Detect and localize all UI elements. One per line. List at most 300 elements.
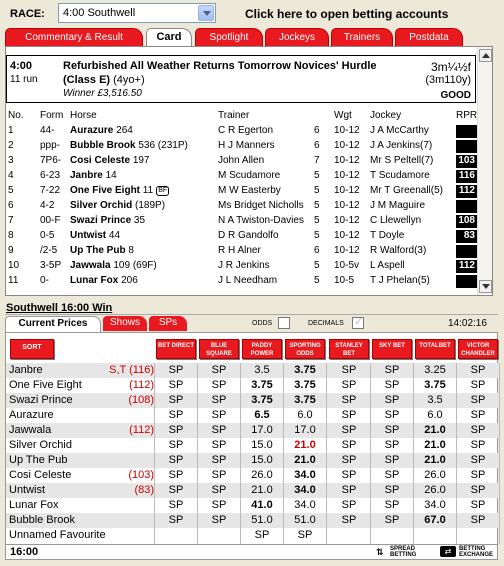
bookmaker-header[interactable]: BET DIRECT — [156, 339, 196, 359]
column-divider — [240, 363, 241, 544]
race-card-panel — [5, 46, 493, 296]
horse-info: 44 — [108, 230, 121, 241]
price-cell[interactable]: 3.5 — [427, 394, 443, 406]
horse-info: 35 — [133, 215, 146, 226]
price-cell[interactable]: 3.75 — [251, 394, 273, 406]
race-prize: Winner £3,516.50 — [63, 88, 142, 99]
runner-jockey: Mr T Greenall(5) — [370, 185, 443, 196]
price-cell[interactable]: SP — [470, 514, 486, 526]
runner-row[interactable] — [6, 229, 476, 244]
price-cell[interactable]: SP — [384, 394, 400, 406]
chevron-down-icon[interactable] — [198, 5, 214, 21]
race-distance: 3m¼½f — [430, 60, 471, 74]
bookmaker-header-row — [6, 339, 499, 359]
bookmaker-header[interactable]: STANLEY BET — [329, 339, 369, 359]
price-cell[interactable]: 34.0 — [424, 499, 446, 511]
price-cell[interactable]: 21.0 — [294, 439, 316, 451]
price-cell[interactable]: 3.5 — [254, 364, 270, 376]
price-cell[interactable]: SP — [211, 439, 227, 451]
price-cell[interactable]: 3.75 — [294, 364, 316, 376]
price-cell[interactable]: SP — [384, 364, 400, 376]
price-horse-name[interactable]: Cosi Celeste — [9, 469, 72, 481]
runner-number: 3 — [8, 155, 14, 166]
runner-age: 6 — [314, 245, 320, 256]
race-distance-yards: (3m110y) — [425, 74, 471, 86]
runner-rpr-empty — [456, 140, 477, 153]
runner-number: 5 — [8, 185, 14, 196]
price-cell[interactable]: 3.75 — [294, 394, 316, 406]
runner-jockey: L Aspell — [370, 260, 405, 271]
runner-number: 10 — [8, 260, 20, 271]
runner-weight: 10-12 — [334, 200, 360, 211]
runner-age: 5 — [314, 260, 320, 271]
tab-sps[interactable]: SPs — [149, 316, 187, 331]
runner-row[interactable] — [6, 274, 476, 289]
betting-accounts-link[interactable]: Click here to open betting accounts — [245, 7, 449, 21]
runner-horse[interactable] — [70, 185, 169, 196]
horse-info: (189P) — [135, 200, 166, 211]
price-cell[interactable]: 51.0 — [294, 514, 316, 526]
runner-form: 3-5P — [40, 260, 62, 271]
horse-name[interactable]: Bubble Brook — [70, 140, 136, 151]
column-divider — [413, 363, 414, 544]
price-cell[interactable]: SP — [341, 409, 357, 421]
price-cell[interactable]: SP — [384, 379, 400, 391]
runner-horse[interactable] — [70, 125, 133, 136]
forecast-rating: (83) — [134, 484, 154, 496]
col-rpr: RPR — [456, 110, 478, 121]
race-bar — [0, 0, 504, 28]
bookmaker-header[interactable]: SPORTING ODDS — [285, 339, 325, 359]
price-cell[interactable]: SP — [168, 484, 184, 496]
runner-horse[interactable] — [70, 275, 138, 286]
price-cell[interactable]: SP — [470, 454, 486, 466]
horse-name[interactable]: Untwist — [70, 230, 107, 241]
price-cell[interactable]: SP — [168, 499, 184, 511]
price-cell[interactable]: SP — [341, 514, 357, 526]
price-cell[interactable]: 21.0 — [424, 424, 446, 436]
price-row[interactable] — [6, 498, 499, 513]
runner-weight: 10-12 — [334, 215, 360, 226]
scroll-down-icon[interactable] — [479, 280, 492, 293]
runner-age: 6 — [314, 140, 320, 151]
price-cell[interactable]: 6.5 — [254, 409, 270, 421]
card-tabs — [5, 28, 495, 46]
runner-form: 0-5 — [40, 230, 55, 241]
runner-age: 5 — [314, 230, 320, 241]
runner-age: 5 — [314, 215, 320, 226]
price-cell[interactable]: SP — [341, 364, 357, 376]
price-horse-name[interactable]: Bubble Brook — [9, 514, 76, 526]
runner-form: /2-5 — [40, 245, 58, 256]
runner-rpr-empty — [456, 200, 477, 213]
horse-name[interactable]: Aurazure — [70, 125, 114, 136]
price-row[interactable] — [6, 483, 499, 498]
runner-trainer: John Allen — [218, 155, 265, 166]
price-cell[interactable]: 3.75 — [251, 379, 273, 391]
price-cell[interactable]: 26.0 — [251, 469, 273, 481]
prices-footer — [6, 544, 497, 559]
runner-form: 6-23 — [40, 170, 61, 181]
runner-number: 2 — [8, 140, 14, 151]
price-cell[interactable]: SP — [254, 529, 270, 541]
runner-jockey: C Llewellyn — [370, 215, 422, 226]
price-cell[interactable]: SP — [384, 454, 400, 466]
price-cell[interactable]: SP — [168, 424, 184, 436]
price-cell[interactable]: SP — [211, 454, 227, 466]
price-cell[interactable]: SP — [470, 484, 486, 496]
price-cell[interactable]: 51.0 — [251, 514, 273, 526]
runner-jockey: T Scudamore — [370, 170, 430, 181]
spread-betting-icon[interactable]: ⇅ — [376, 547, 384, 557]
runner-row[interactable] — [6, 154, 476, 169]
price-cell[interactable]: SP — [341, 379, 357, 391]
price-horse-name[interactable]: Silver Orchid — [9, 439, 72, 451]
bookmaker-header[interactable]: PADDY POWER — [242, 339, 282, 359]
race-title: Refurbished All Weather Returns Tomorrow Novices' Hurdle — [63, 60, 377, 72]
tab-jockeys[interactable]: Jockeys — [265, 28, 329, 46]
price-cell[interactable]: 21.0 — [424, 439, 446, 451]
price-row[interactable] — [6, 363, 499, 378]
card-scrollbar[interactable] — [477, 47, 492, 295]
runner-rpr: 112 — [456, 260, 477, 273]
runner-trainer: N A Twiston-Davies — [218, 215, 304, 226]
price-cell[interactable]: 15.0 — [251, 439, 273, 451]
runner-horse[interactable] — [70, 245, 134, 256]
horse-name[interactable]: One Five Eight — [70, 185, 141, 196]
price-cell[interactable]: SP — [384, 439, 400, 451]
price-cell[interactable]: 3.75 — [294, 379, 316, 391]
section-divider — [5, 314, 498, 315]
runner-row[interactable] — [6, 139, 476, 154]
tab-shows[interactable]: Shows — [103, 316, 147, 331]
price-cell[interactable]: SP — [470, 499, 486, 511]
horse-info: 206 — [121, 275, 138, 286]
col-horse: Horse — [70, 110, 97, 121]
price-horse-name[interactable]: One Five Eight — [9, 379, 82, 391]
price-cell[interactable]: 17.0 — [294, 424, 316, 436]
price-cell[interactable]: SP — [470, 364, 486, 376]
beaten-favourite-badge: BF — [158, 187, 168, 194]
runner-trainer: C R Egerton — [218, 125, 274, 136]
price-horse-name[interactable]: Unnamed Favourite — [9, 529, 106, 541]
race-age: (4yo+) — [113, 74, 145, 86]
price-row[interactable] — [6, 513, 499, 528]
price-cell[interactable]: SP — [297, 529, 313, 541]
runner-row[interactable] — [6, 184, 476, 199]
bookmaker-header[interactable]: TOTALBET — [415, 339, 455, 359]
horse-name[interactable]: Silver Orchid — [70, 200, 133, 211]
price-cell[interactable]: SP — [470, 394, 486, 406]
horse-name[interactable]: Swazi Prince — [70, 215, 132, 226]
column-divider — [499, 363, 500, 544]
col-form: Form — [40, 110, 64, 121]
runner-row[interactable] — [6, 124, 476, 139]
runner-number: 8 — [8, 230, 14, 241]
runner-rpr: 83 — [456, 230, 477, 243]
price-cell[interactable]: 41.0 — [251, 499, 273, 511]
race-select[interactable] — [58, 3, 216, 23]
runner-row[interactable] — [6, 244, 476, 259]
race-class-label: (Class E) — [63, 74, 111, 86]
runner-number: 9 — [8, 245, 14, 256]
tab-card[interactable]: Card — [146, 28, 192, 47]
price-cell[interactable]: 3.75 — [424, 379, 446, 391]
price-row[interactable] — [6, 408, 499, 423]
horse-info: 14 — [105, 170, 117, 181]
race-runner-count: 11 run — [10, 74, 38, 85]
bookmaker-header[interactable]: SKY BET — [372, 339, 412, 359]
horse-name[interactable]: Janbre — [70, 170, 103, 181]
runner-number: 7 — [8, 215, 14, 226]
price-horse-name[interactable]: Jawwala — [9, 424, 52, 436]
price-horse-name[interactable]: Aurazure — [9, 409, 54, 421]
price-cell[interactable]: SP — [168, 469, 184, 481]
col-no: No. — [8, 110, 24, 121]
price-cell[interactable]: SP — [211, 394, 227, 406]
price-cell[interactable]: 21.0 — [294, 454, 316, 466]
runner-jockey: J M Maguire — [370, 200, 426, 211]
runner-jockey: J A McCarthy — [370, 125, 429, 136]
price-cell[interactable]: SP — [341, 394, 357, 406]
runner-horse[interactable] — [70, 140, 188, 151]
price-cell[interactable]: SP — [168, 454, 184, 466]
price-cell[interactable]: SP — [341, 454, 357, 466]
price-cell[interactable]: SP — [341, 499, 357, 511]
price-cell[interactable]: SP — [168, 439, 184, 451]
runner-age: 5 — [314, 170, 320, 181]
price-row[interactable] — [6, 423, 499, 438]
horse-info: 264 — [116, 125, 133, 136]
bookmaker-header[interactable]: BLUE SQUARE — [199, 339, 239, 359]
sort-button[interactable]: SORT — [10, 339, 54, 359]
price-cell[interactable]: SP — [211, 409, 227, 421]
runner-age: 5 — [314, 200, 320, 211]
price-cell[interactable]: SP — [470, 409, 486, 421]
price-cell[interactable]: SP — [341, 484, 357, 496]
horse-name[interactable]: Lunar Fox — [70, 275, 119, 286]
race-class — [63, 74, 145, 86]
column-divider — [326, 363, 327, 544]
forecast-rating: (103) — [128, 469, 154, 481]
runner-row[interactable] — [6, 199, 476, 214]
race-going: GOOD — [440, 90, 471, 101]
runner-row[interactable] — [6, 259, 476, 274]
col-jockey: Jockey — [370, 110, 402, 121]
horse-info: 8 — [128, 245, 134, 256]
prices-section-title[interactable]: Southwell 16:00 Win — [6, 302, 113, 314]
runner-weight: 10-12 — [334, 170, 360, 181]
runner-horse[interactable] — [70, 260, 157, 271]
price-cell[interactable]: SP — [211, 424, 227, 436]
runner-age: 7 — [314, 155, 320, 166]
runner-form: 7-22 — [40, 185, 61, 196]
forecast-rating: S,T (116) — [109, 364, 154, 376]
price-cell[interactable]: SP — [168, 379, 184, 391]
race-label: RACE: — [10, 8, 45, 20]
price-horse-name[interactable]: Untwist — [9, 484, 46, 496]
price-cell[interactable]: SP — [211, 499, 227, 511]
runner-age: 5 — [314, 185, 320, 196]
tab-postdata[interactable]: Postdata — [395, 28, 463, 46]
tab-trainers[interactable]: Trainers — [331, 28, 393, 46]
runner-age: 6 — [314, 125, 320, 136]
runner-rpr: 103 — [456, 155, 477, 168]
runner-weight: 10-5v — [334, 260, 360, 271]
column-divider — [456, 363, 457, 544]
runner-rpr-empty — [456, 125, 477, 138]
runner-form: 4-2 — [40, 200, 55, 211]
runner-rpr: 116 — [456, 170, 477, 183]
price-cell[interactable]: SP — [384, 514, 400, 526]
column-divider — [154, 363, 155, 544]
price-cell[interactable]: 3.25 — [424, 364, 446, 376]
price-horse-name[interactable]: Swazi Prince — [9, 394, 73, 406]
price-horse-name[interactable]: Lunar Fox — [9, 499, 59, 511]
price-cell[interactable]: SP — [470, 469, 486, 481]
runner-trainer: J L Needham — [218, 275, 278, 286]
runner-trainer: M Scudamore — [218, 170, 281, 181]
horse-info: 11 — [142, 185, 154, 196]
price-cell[interactable]: SP — [341, 424, 357, 436]
runner-weight: 10-5 — [334, 275, 355, 286]
runner-weight: 10-12 — [334, 185, 360, 196]
price-cell[interactable]: 67.0 — [424, 514, 446, 526]
runner-weight: 10-12 — [334, 230, 360, 241]
runner-trainer: D R Gandolfo — [218, 230, 279, 241]
price-cell[interactable]: SP — [384, 409, 400, 421]
footer-race-time: 16:00 — [10, 546, 39, 558]
runner-rpr: 108 — [456, 215, 477, 228]
decimals-checkbox[interactable] — [352, 317, 364, 329]
price-cell[interactable]: SP — [384, 424, 400, 436]
runner-form: 0- — [40, 275, 49, 286]
price-cell[interactable]: SP — [211, 484, 227, 496]
runner-number: 4 — [8, 170, 14, 181]
bookmaker-header[interactable]: VICTOR CHANDLER — [458, 339, 498, 359]
runner-horse[interactable] — [70, 215, 145, 226]
runner-jockey: T Doyle — [370, 230, 405, 241]
price-cell[interactable]: 21.0 — [424, 454, 446, 466]
price-cell[interactable]: SP — [384, 469, 400, 481]
price-cell[interactable]: SP — [211, 469, 227, 481]
price-cell[interactable]: SP — [168, 409, 184, 421]
price-cell[interactable]: SP — [384, 499, 400, 511]
price-cell[interactable]: 17.0 — [251, 424, 273, 436]
price-cell[interactable]: 34.0 — [294, 469, 316, 481]
horse-name[interactable]: Jawwala — [70, 260, 111, 271]
price-cell[interactable]: SP — [211, 514, 227, 526]
runner-jockey: T J Phelan(5) — [370, 275, 430, 286]
runner-horse[interactable] — [70, 230, 120, 241]
price-cell[interactable]: SP — [470, 439, 486, 451]
runner-weight: 10-12 — [334, 245, 360, 256]
runner-trainer: R H Alner — [218, 245, 261, 256]
price-cell[interactable]: 34.0 — [294, 484, 316, 496]
odds-checkbox[interactable] — [278, 317, 290, 329]
spread-betting-label[interactable]: SPREAD BETTING — [390, 546, 417, 558]
horse-info: 197 — [132, 155, 150, 166]
price-cell[interactable]: SP — [384, 484, 400, 496]
current-time: 14:02:16 — [448, 318, 487, 329]
col-wgt: Wgt — [334, 110, 352, 121]
price-cell[interactable]: 26.0 — [424, 469, 446, 481]
runner-weight: 10-12 — [334, 125, 360, 136]
price-cell[interactable]: SP — [470, 379, 486, 391]
price-cell[interactable]: SP — [168, 394, 184, 406]
runner-form: 44- — [40, 125, 55, 136]
race-select-value: 4:00 Southwell — [63, 7, 136, 19]
price-row[interactable] — [6, 468, 499, 483]
price-cell[interactable]: 21.0 — [251, 484, 273, 496]
race-time: 4:00 — [10, 60, 33, 72]
horse-info: 536 (231P) — [138, 140, 188, 151]
price-cell[interactable]: 26.0 — [424, 484, 446, 496]
forecast-rating: (108) — [128, 394, 154, 406]
scroll-up-icon[interactable] — [479, 49, 492, 62]
price-row[interactable] — [6, 528, 499, 543]
price-row[interactable] — [6, 378, 499, 393]
price-cell[interactable]: SP — [211, 364, 227, 376]
price-cell[interactable]: 6.0 — [297, 409, 313, 421]
runner-row[interactable] — [6, 169, 476, 184]
tab-current-prices[interactable]: Current Prices — [5, 316, 101, 333]
runner-jockey: J A Jenkins(7) — [370, 140, 433, 151]
price-horse-name[interactable]: Up The Pub — [9, 454, 68, 466]
runner-number: 6 — [8, 200, 14, 211]
runner-jockey: Mr S Peltell(7) — [370, 155, 434, 166]
runners-table-header — [6, 109, 476, 124]
tab-commentary[interactable]: Commentary & Result — [5, 28, 143, 46]
horse-name[interactable]: Up The Pub — [70, 245, 126, 256]
runner-horse[interactable] — [70, 170, 117, 181]
runner-horse[interactable] — [70, 200, 165, 211]
runner-trainer: J R Jenkins — [218, 260, 270, 271]
price-row[interactable] — [6, 438, 499, 453]
price-cell[interactable]: SP — [470, 424, 486, 436]
runner-number: 1 — [8, 125, 14, 136]
price-row[interactable] — [6, 393, 499, 408]
runner-horse[interactable] — [70, 155, 150, 166]
horse-name[interactable]: Cosi Celeste — [70, 155, 131, 166]
price-cell[interactable]: SP — [168, 364, 184, 376]
forecast-rating: (112) — [129, 424, 154, 436]
horse-info: 109 (69F) — [113, 260, 157, 271]
runner-weight: 10-12 — [334, 140, 360, 151]
runner-row[interactable] — [6, 214, 476, 229]
runner-trainer: M W Easterby — [218, 185, 281, 196]
price-cell[interactable]: 34.0 — [294, 499, 316, 511]
price-cell[interactable]: SP — [341, 439, 357, 451]
runner-number: 11 — [8, 275, 19, 286]
runner-trainer: H J Manners — [218, 140, 275, 151]
price-row[interactable] — [6, 453, 499, 468]
odds-label: ODDS — [252, 320, 273, 327]
betting-exchange-icon[interactable]: ⇄ — [440, 546, 456, 557]
price-cell[interactable]: SP — [211, 379, 227, 391]
tab-spotlight[interactable]: Spotlight — [195, 28, 263, 46]
forecast-rating: (112) — [129, 379, 154, 391]
column-divider — [370, 363, 371, 544]
runner-age: 5 — [314, 275, 320, 286]
price-cell[interactable]: SP — [341, 469, 357, 481]
price-cell[interactable]: 6.0 — [427, 409, 443, 421]
price-cell[interactable]: SP — [168, 514, 184, 526]
price-horse-name[interactable]: Janbre — [9, 364, 43, 376]
betting-exchange-label[interactable]: BETTING EXCHANGE — [459, 546, 494, 558]
decimals-label: DECIMALS — [308, 320, 344, 327]
price-cell[interactable]: 15.0 — [251, 454, 273, 466]
